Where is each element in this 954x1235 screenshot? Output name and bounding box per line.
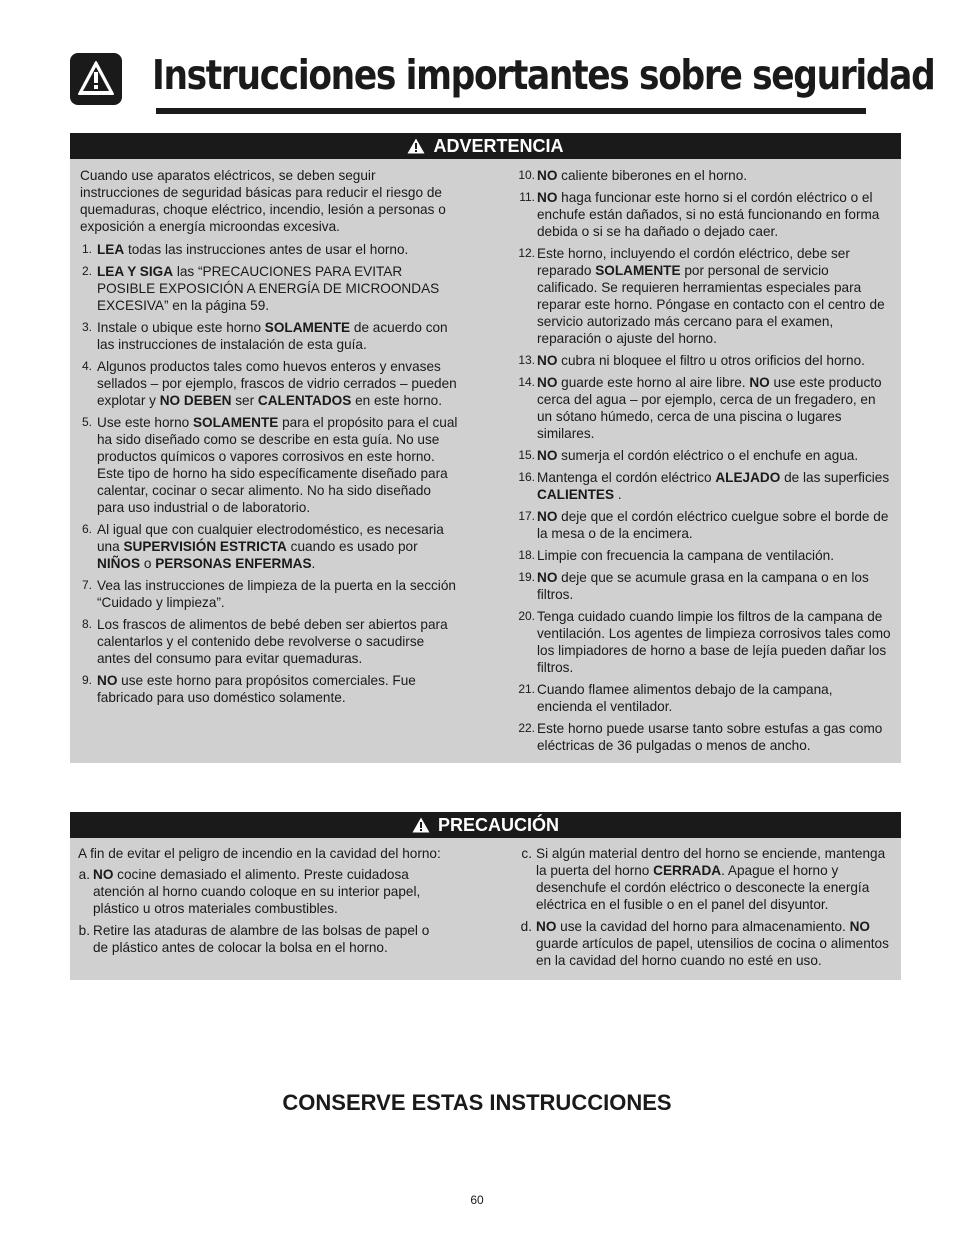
item-text: NO deje que el cordón eléctrico cuelgue sobre el borde de la mesa o de la encimera. xyxy=(537,509,889,541)
item-text: Los frascos de alimentos de bebé deben ser abiertos para calentarlos y el contenido debe revolverse o sacudirse antes del consumo para evitar quemaduras. xyxy=(97,617,448,666)
warning-panel xyxy=(70,133,901,763)
list-item xyxy=(520,845,895,913)
list-item xyxy=(80,521,458,572)
list-item xyxy=(513,508,891,542)
item-number: 18. xyxy=(518,548,535,562)
warning-list-right xyxy=(513,167,891,754)
warning-intro: Cuando use aparatos eléctricos, se deben seguir instrucciones de seguridad básicas para reducir el riesgo de quemaduras, choque eléctrico, incendio, lesión a personas o exposición a energía microondas excesiva. xyxy=(80,168,446,234)
item-text: NO haga funcionar este horno si el cordón eléctrico o el enchufe están dañados, si no está funcionando en forma debida o si se ha dañado o dejado caer. xyxy=(537,190,880,239)
item-number: 22. xyxy=(518,721,535,735)
item-text: Retire las ataduras de alambre de las bolsas de papel o de plástico antes de colocar la bolsa en el horno. xyxy=(93,923,430,955)
list-item xyxy=(513,374,891,442)
item-number: 16. xyxy=(518,470,535,484)
item-text: NO cubra ni bloquee el filtro u otros orificios del horno. xyxy=(537,353,865,368)
item-number: 12. xyxy=(518,246,535,260)
item-number: 7. xyxy=(81,578,92,592)
list-item xyxy=(80,672,458,706)
caution-column-right xyxy=(520,845,895,974)
item-number: 2. xyxy=(81,264,92,278)
caution-list-left xyxy=(78,866,443,956)
item-number: 17. xyxy=(518,509,535,523)
list-item xyxy=(513,681,891,715)
caution-panel xyxy=(70,812,901,980)
item-text: Este horno puede usarse tanto sobre estufas a gas como eléctricas de 36 pulgadas o menos de ancho. xyxy=(537,721,883,753)
list-item xyxy=(513,569,891,603)
list-item xyxy=(513,720,891,754)
caution-list-right xyxy=(520,845,895,969)
item-number: 20. xyxy=(518,609,535,623)
item-number: 4. xyxy=(81,359,92,373)
item-text: NO use la cavidad del horno para almacenamiento. NO guarde artículos de papel, utensilios de cocina o alimentos en la cavidad del horno cuando no esté en uso. xyxy=(536,919,889,968)
list-item xyxy=(80,319,458,353)
item-text: LEA Y SIGA las “PRECAUCIONES PARA EVITAR POSIBLE EXPOSICIÓN A ENERGÍA DE MICROONDAS EXCESIVA” en la página 59. xyxy=(97,264,440,313)
item-number: 21. xyxy=(518,682,535,696)
item-number: b. xyxy=(78,923,90,938)
list-item xyxy=(513,447,891,464)
list-item xyxy=(513,189,891,240)
item-number: 1. xyxy=(81,242,92,256)
item-text: Instale o ubique este horno SOLAMENTE de acuerdo con las instrucciones de instalación de esta guía. xyxy=(97,320,448,352)
item-text: Este horno, incluyendo el cordón eléctrico, debe ser reparado SOLAMENTE por personal de servicio calificado. Se requieren herramientas especiales para reparar este horno. Póngase en contacto con el centro de servicio autorizado más cercano para el examen, reparación o ajuste del horno. xyxy=(537,246,885,346)
item-text: LEA todas las instrucciones antes de usar el horno. xyxy=(97,242,409,257)
list-item xyxy=(80,358,458,409)
list-item xyxy=(80,263,458,314)
item-number: 9. xyxy=(81,673,92,687)
warning-triangle-icon xyxy=(412,817,430,833)
item-number: 14. xyxy=(518,375,535,389)
caution-heading: PRECAUCIÓN xyxy=(437,814,559,835)
item-text: Mantenga el cordón eléctrico ALEJADO de las superficies CALIENTES . xyxy=(537,470,890,502)
item-number: 6. xyxy=(81,522,92,536)
item-number: a. xyxy=(78,867,90,882)
item-text: NO sumerja el cordón eléctrico o el enchufe en agua. xyxy=(537,448,859,463)
item-number: 5. xyxy=(81,415,92,429)
item-text: Use este horno SOLAMENTE para el propósito para el cual ha sido diseñado como se describe en esta guía. No use productos químicos o vapores corrosivos en este horno. Este tipo de horno ha sido específicamente diseñado para calentar, cocinar o secar alimento. No ha sido diseñado para uso industrial o de laboratorio. xyxy=(97,415,458,515)
list-item xyxy=(513,547,891,564)
list-item xyxy=(78,922,443,956)
item-number: 15. xyxy=(518,448,535,462)
item-text: NO cocine demasiado el alimento. Preste cuidadosa atención al horno cuando coloque en su interior papel, plástico u otros materiales combustibles. xyxy=(93,867,421,916)
page-title: Instrucciones importantes sobre seguridad xyxy=(152,51,935,99)
item-text: NO deje que se acumule grasa en la campana o en los filtros. xyxy=(537,570,869,602)
list-item xyxy=(513,245,891,347)
list-item xyxy=(80,414,458,516)
item-text: Vea las instrucciones de limpieza de la puerta en la sección “Cuidado y limpieza”. xyxy=(97,578,456,610)
item-text: Limpie con frecuencia la campana de ventilación. xyxy=(537,548,834,563)
warning-panel-header xyxy=(70,133,901,159)
list-item xyxy=(513,167,891,184)
item-text: Cuando flamee alimentos debajo de la campana, encienda el ventilador. xyxy=(537,682,833,714)
item-number: 3. xyxy=(81,320,92,334)
item-number: 19. xyxy=(518,570,535,584)
item-number: 10. xyxy=(518,168,535,182)
item-text: NO caliente biberones en el horno. xyxy=(537,168,748,183)
item-number: d. xyxy=(520,919,532,934)
list-item xyxy=(513,469,891,503)
list-item xyxy=(513,352,891,369)
list-item xyxy=(520,918,895,969)
item-text: NO guarde este horno al aire libre. NO use este producto cerca del agua – por ejemplo, cerca de un fregadero, en un sótano húmedo, cerca de una piscina o lugares similares. xyxy=(537,375,882,441)
item-number: 8. xyxy=(81,617,92,631)
item-text: Si algún material dentro del horno se enciende, mantenga la puerta del horno CERRADA. Apague el horno y desenchufe el cordón eléctrico o desconecte la energía eléctrica en el fusible o en el panel del disyuntor. xyxy=(536,846,886,912)
list-item xyxy=(80,241,458,258)
warning-heading: ADVERTENCIA xyxy=(433,135,564,156)
list-item xyxy=(80,577,458,611)
item-text: Al igual que con cualquier electrodoméstico, es necesaria una SUPERVISIÓN ESTRICTA cuando es usado por NIÑOS o PERSONAS ENFERMAS. xyxy=(97,522,444,571)
list-item xyxy=(513,608,891,676)
item-number: 11. xyxy=(519,190,535,204)
item-number: c. xyxy=(521,846,532,861)
conserve-instructions-heading: CONSERVE ESTAS INSTRUCCIONES xyxy=(282,1090,672,1115)
warning-column-right xyxy=(513,167,891,759)
warning-triangle-icon xyxy=(70,53,122,105)
item-text: Algunos productos tales como huevos enteros y envases sellados – por ejemplo, frascos de vidrio cerrados – pueden explotar y NO DEBEN ser CALENTADOS en este horno. xyxy=(97,359,457,408)
warning-list-left xyxy=(80,241,458,706)
item-text: Tenga cuidado cuando limpie los filtros de la campana de ventilación. Los agentes de limpieza corrosivos tales como los limpiadores de horno a base de lejía pueden dañar los filtros. xyxy=(537,609,891,675)
page-number: 60 xyxy=(470,1193,484,1207)
warning-triangle-icon xyxy=(407,138,425,154)
warning-column-left xyxy=(80,167,458,711)
item-number: 13. xyxy=(518,353,535,367)
item-text: NO use este horno para propósitos comerciales. Fue fabricado para uso doméstico solamente. xyxy=(97,673,416,705)
caution-intro: A fin de evitar el peligro de incendio en la cavidad del horno: xyxy=(78,846,441,861)
caution-column-left xyxy=(78,845,443,961)
list-item xyxy=(78,866,443,917)
title-underline xyxy=(156,108,866,114)
list-item xyxy=(80,616,458,667)
caution-panel-header xyxy=(70,812,901,838)
